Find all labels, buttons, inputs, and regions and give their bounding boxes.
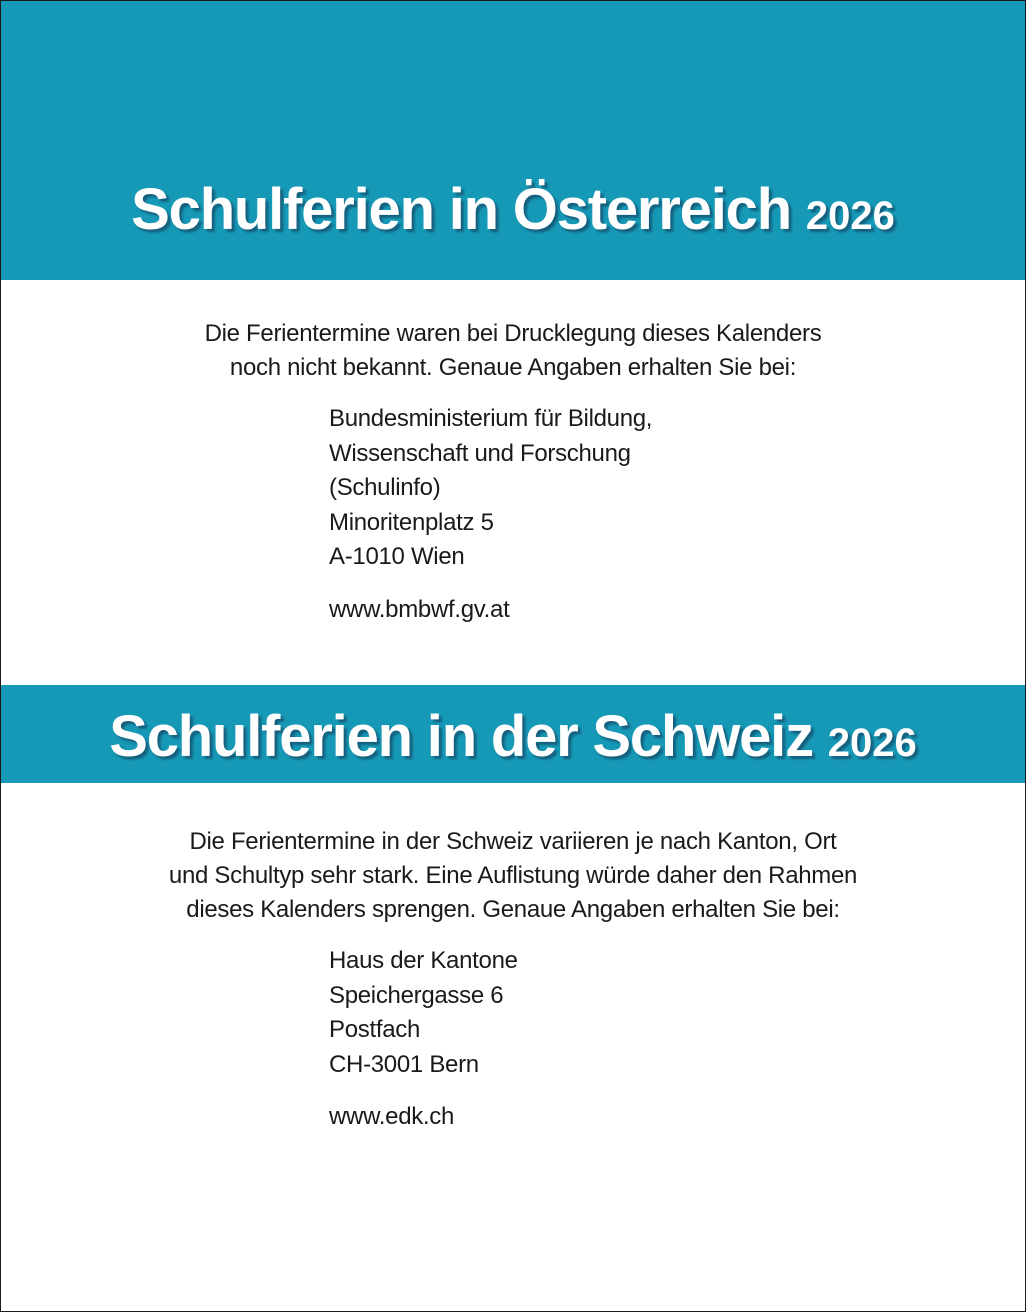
austria-address-line: Wissenschaft und Forschung	[329, 439, 631, 467]
austria-intro-line: Die Ferientermine waren bei Drucklegung dieses Kalenders	[204, 320, 822, 347]
switzerland-address-line: Speichergasse 6	[329, 981, 504, 1009]
austria-address-line: A-1010 Wien	[329, 543, 465, 570]
switzerland-address-line: Postfach	[329, 1016, 420, 1043]
austria-heading	[1, 177, 1025, 242]
switzerland-heading	[1, 704, 1025, 769]
austria-intro	[1, 317, 1025, 385]
austria-address-line: Bundesministerium für Bildung,	[329, 405, 653, 432]
switzerland-intro	[1, 825, 1025, 927]
switzerland-address-line: Haus der Kantone	[329, 947, 518, 974]
switzerland-intro-line: Die Ferientermine in der Schweiz variieren je nach Kanton, Ort	[189, 828, 837, 855]
switzerland-address	[329, 944, 518, 1082]
switzerland-year: 2026	[827, 721, 917, 765]
austria-website: www.bmbwf.gv.at	[329, 596, 510, 623]
austria-title: Schulferien in Österreich	[131, 177, 791, 242]
austria-address-line: (Schulinfo)	[329, 474, 441, 501]
switzerland-intro-line: und Schultyp sehr stark. Eine Auflistung würde daher den Rahmen	[168, 862, 858, 889]
switzerland-website: www.edk.ch	[329, 1103, 455, 1130]
switzerland-intro-line: dieses Kalenders sprengen. Genaue Angaben erhalten Sie bei:	[186, 896, 840, 923]
switzerland-address-line: CH-3001 Bern	[329, 1050, 479, 1078]
austria-address	[329, 402, 652, 575]
switzerland-title: Schulferien in der Schweiz	[109, 704, 813, 769]
austria-year: 2026	[805, 194, 895, 238]
austria-address-line: Minoritenplatz 5	[329, 508, 494, 536]
austria-intro-line: noch nicht bekannt. Genaue Angaben erhalten Sie bei:	[229, 354, 797, 381]
